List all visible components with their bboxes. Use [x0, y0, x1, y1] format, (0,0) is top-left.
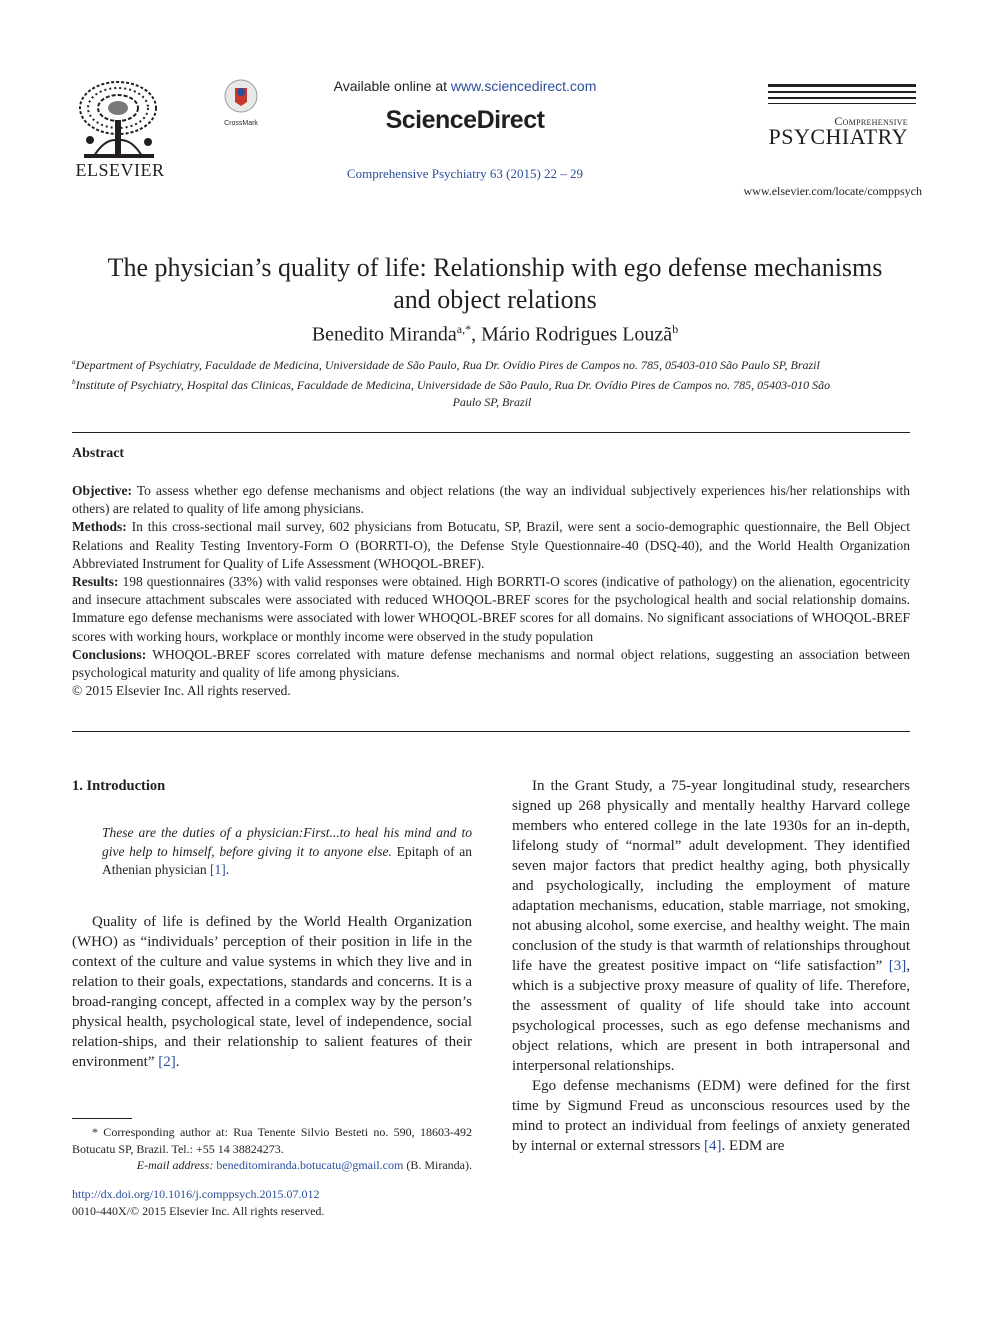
- conclusions-label: Conclusions:: [72, 646, 147, 662]
- intro-paragraph-1-text: Quality of life is defined by the World Health Organization (WHO) as “individuals’ perception of their position in life in the context of the culture and value systems in which they live and in relation to their goals, expectations, standards and concerns. It is a broad-ranging concept, affected in a complex way by the person’s physical health, psychological state, level of independence, social relation-ships, and their relationship to salient features of their environment”: [72, 914, 472, 1070]
- intro-paragraph-2-text-a: In the Grant Study, a 75-year longitudinal study, researchers signed up 268 physically and mentally healthy Harvard college members who entered college in the late 1930s for an in-depth, lifelong study of “normal” adult development. They identified seven major factors that predict healthy aging, both physically and psychologically, including the employment of mature adaptation mechanisms, education, stable marriage, not smoking, not abusing alcohol, some exercise, and healthy weight. The main conclusion of the study is that warmth of relationships throughout life have the greatest positive impact on “life satisfaction”: [512, 778, 910, 974]
- abstract-copyright: © 2015 Elsevier Inc. All rights reserved.: [72, 683, 291, 699]
- abstract-bottom-rule: [72, 731, 910, 732]
- intro-paragraph-1-end: .: [175, 1054, 180, 1070]
- affiliation-a-mark: a: [72, 358, 76, 366]
- objective-label: Objective:: [72, 483, 132, 498]
- abstract-methods: [72, 518, 910, 573]
- reference-link-1[interactable]: [1]: [209, 862, 226, 877]
- journal-url-link[interactable]: www.elsevier.com/locate/comppsych: [743, 184, 922, 198]
- affiliation-a-text: Department of Psychiatry, Faculdade de Medicina, Universidade de São Paulo, Rua Dr. Ovídio Pires de Campos no. 785, 05403-010 São Paulo SP, Brazil: [75, 358, 820, 372]
- crossmark-label: CrossMark: [224, 120, 258, 127]
- affiliation-b-continued: Paulo SP, Brazil: [452, 395, 532, 409]
- epigraph: [102, 824, 472, 880]
- elsevier-logo: [74, 80, 166, 180]
- crossmark-icon: [223, 78, 259, 114]
- right-column: [512, 776, 910, 1156]
- section-heading-introduction: 1. Introduction: [72, 778, 166, 794]
- methods-label: Methods:: [72, 519, 127, 535]
- author-separator: ,: [471, 323, 482, 346]
- article-title: [60, 252, 930, 316]
- email-label: E-mail address:: [136, 1158, 217, 1172]
- abstract-objective: [72, 482, 910, 518]
- abstract-top-rule: [72, 432, 910, 433]
- journal-citation-link[interactable]: Comprehensive Psychiatry 63 (2015) 22 – 29: [346, 166, 584, 181]
- reference-link-4[interactable]: [4]: [704, 1138, 722, 1154]
- affiliation-a: [72, 354, 912, 374]
- intro-paragraph-3: [512, 1076, 910, 1156]
- results-label: Results:: [72, 574, 119, 590]
- journal-logo-line2: PSYCHIATRY: [768, 124, 908, 149]
- reference-link-3[interactable]: [3]: [888, 958, 907, 974]
- sciencedirect-link[interactable]: www.sciencedirect.com: [450, 78, 597, 94]
- title-line-2: and object relations: [393, 285, 597, 314]
- abstract-results: [72, 573, 910, 646]
- sciencedirect-logo: ScienceDirect: [385, 106, 545, 134]
- affiliation-b-text: Institute of Psychiatry, Hospital das Clinicas, Faculdade de Medicina, Universidade de São Paulo, Rua Dr. Ovídio Pires de Campos no. 785, 05403-010 São: [75, 378, 831, 392]
- author-1[interactable]: Benedito Miranda: [311, 323, 457, 346]
- objective-text: To assess whether ego defense mechanisms and object relations (the way an individual subjectively experiences his/her relationships with others) are related to quality of life among physicians.: [72, 483, 910, 517]
- doi-link[interactable]: http://dx.doi.org/10.1016/j.comppsych.2015.07.012: [72, 1187, 320, 1201]
- abstract-heading: Abstract: [72, 446, 125, 461]
- author-list: [60, 322, 930, 347]
- title-line-1: The physician’s quality of life: Relationship with ego defense mechanisms: [107, 253, 883, 282]
- footnote: [72, 1124, 472, 1174]
- affiliation-b-mark: b: [72, 378, 76, 386]
- issn-copyright: 0010-440X/© 2015 Elsevier Inc. All rights reserved.: [72, 1204, 325, 1218]
- journal-logo-line1: Comprehensive: [834, 114, 908, 128]
- author-1-affil-mark[interactable]: a,*: [456, 322, 472, 336]
- author-2[interactable]: Mário Rodrigues Louzã: [481, 323, 673, 346]
- intro-paragraph-3-text-a: Ego defense mechanisms (EDM) were defined for the first time by Sigmund Freud as unconscious resources used by the mind to protect an individual from feelings of anxiety generated by internal or external stressors: [512, 1078, 910, 1154]
- available-online: [300, 78, 630, 94]
- epigraph-source: Epitaph of an Athenian physician: [102, 843, 472, 877]
- doi-block: [72, 1186, 324, 1220]
- reference-link-2[interactable]: [2]: [158, 1054, 176, 1070]
- elsevier-tree-icon: [74, 80, 164, 160]
- epigraph-text: These are the duties of a physician:First...to heal his mind and to give help to himself, before giving it to anyone else.: [102, 825, 472, 859]
- intro-paragraph-2-text-b: , which is a subjective proxy measure of quality of life. Therefore, the assessment of quality of life should take into account psychological processes, such as ego defense mechanisms and object relations, which are present in both intrapersonal and interpersonal relationships.: [512, 958, 910, 1074]
- affiliation-b: [72, 374, 912, 394]
- crossmark-badge[interactable]: [218, 78, 264, 128]
- author-2-affil-mark[interactable]: b: [672, 322, 679, 336]
- results-text: 198 questionnaires (33%) with valid responses were obtained. High BORRTI-O scores (indicative of pathology) on the alienation, egocentricity and insecure attachment subscales were associated with reduced WHOQOL-BREF scores for the psychological health and social relationship domains. Immature ego defense mechanisms were associated with lower WHOQOL-BREF scores for all domains. No significant associations of WHOQOL-BREF scores with working hours, workplace or monthly income were observed in the study population: [72, 574, 910, 644]
- methods-text: In this cross-sectional mail survey, 602 physicians from Botucatu, SP, Brazil, were sent a socio-demographic questionnaire, the Bell Object Relations and Reality Testing Inventory-Form O (BORRTI-O), the Defense Style Questionnaire-40 (DSQ-40), and the World Health Organization Abbreviated Instrument for Quality of Life Assessment (WHOQOL-BREF).: [72, 519, 910, 571]
- intro-paragraph-3-text-b: . EDM are: [721, 1138, 785, 1154]
- journal-logo: [760, 84, 912, 164]
- conclusions-text: WHOQOL-BREF scores correlated with mature defense mechanisms and normal object relations, suggesting an association between psychological maturity and quality of life among physicians.: [72, 646, 910, 681]
- available-online-prefix: Available online at: [333, 78, 451, 94]
- abstract-conclusions: [72, 646, 910, 682]
- abstract-body: [72, 482, 910, 700]
- affiliations: [72, 354, 912, 411]
- intro-paragraph-2: [512, 776, 910, 1076]
- email-suffix: (B. Miranda).: [403, 1158, 472, 1172]
- intro-paragraph-1: [72, 912, 472, 1072]
- epigraph-end: .: [225, 862, 230, 877]
- footnote-rule: [72, 1118, 132, 1119]
- corresponding-author-note: * Corresponding author at: Rua Tenente Silvio Besteti no. 590, 18603-492 Botucatu SP, Brazil. Tel.: +55 14 38824273.: [72, 1125, 472, 1156]
- email-link[interactable]: beneditomiranda.botucatu@gmail.com: [216, 1158, 404, 1172]
- publisher-name: ELSEVIER: [75, 160, 165, 180]
